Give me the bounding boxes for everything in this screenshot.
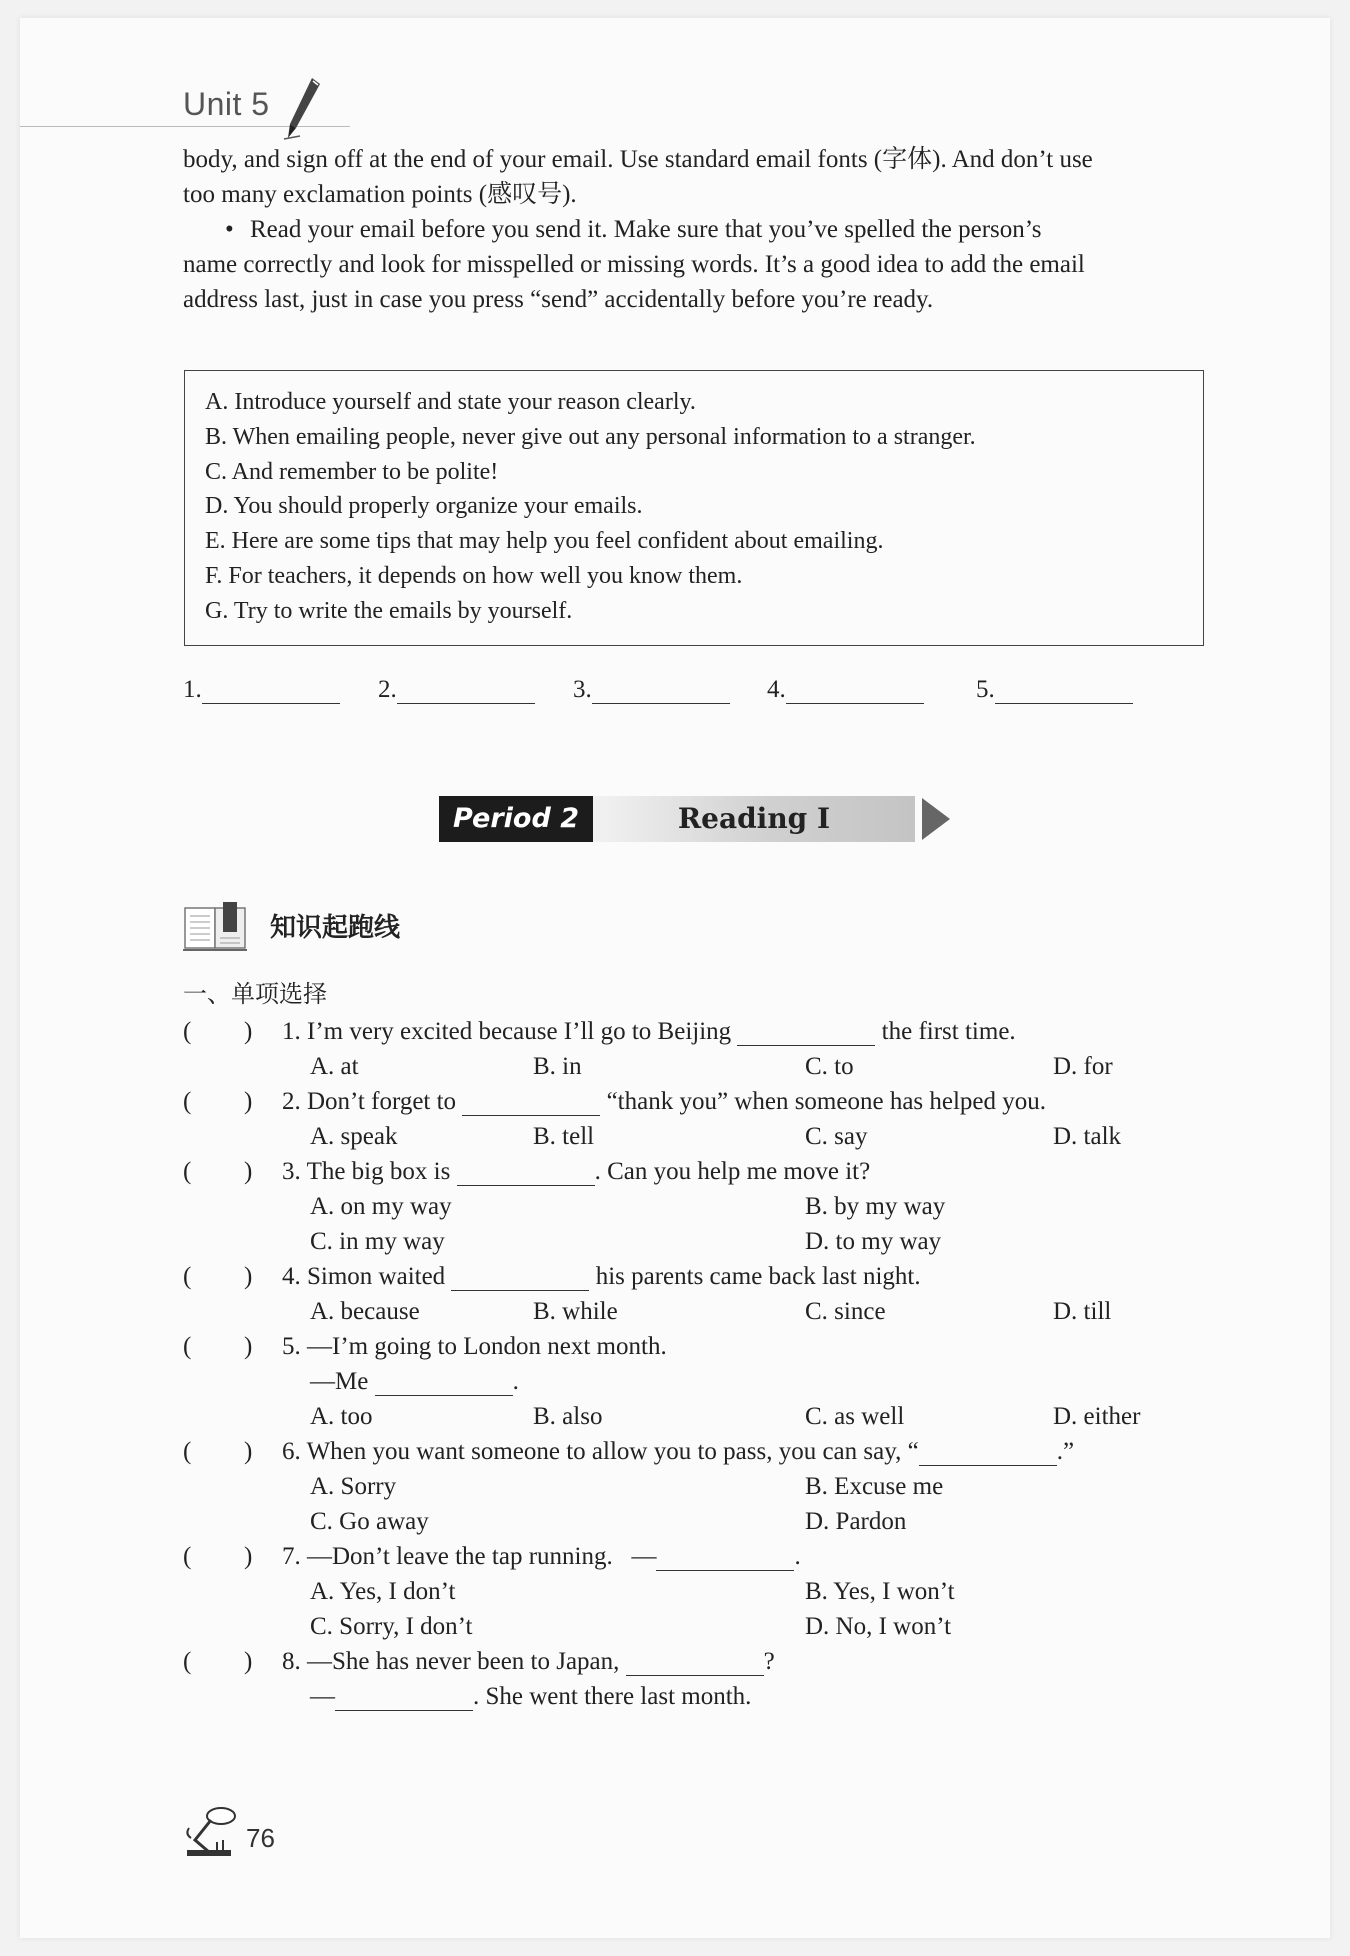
option: D. to my way bbox=[805, 1228, 942, 1255]
question-text: —She has never been to Japan, bbox=[307, 1648, 620, 1675]
option: C. Sorry, I don’t bbox=[310, 1613, 473, 1640]
answer-paren-close: ) bbox=[244, 1263, 253, 1290]
option: C. in my way bbox=[310, 1228, 445, 1255]
answer-paren-open: ( bbox=[183, 1648, 192, 1675]
question-text: Simon waited bbox=[307, 1263, 446, 1290]
question-text: —Me bbox=[310, 1368, 369, 1395]
question-4 bbox=[282, 1263, 921, 1291]
passage-line-1: body, and sign off at the end of your email. Use standard email fonts (字体). And don’t use bbox=[183, 146, 1093, 173]
question-text: — bbox=[310, 1683, 335, 1710]
question-text: —Don’t leave the tap running. bbox=[307, 1543, 613, 1570]
option-b: B. When emailing people, never give out any personal information to a stranger. bbox=[205, 424, 976, 450]
answer-blank-label: 4. bbox=[767, 676, 786, 703]
question-text: ? bbox=[763, 1648, 775, 1675]
answer-line[interactable] bbox=[202, 677, 340, 704]
answer-paren-close: ) bbox=[244, 1438, 253, 1465]
question-number: 7. bbox=[282, 1543, 301, 1570]
question-text: the first time. bbox=[881, 1018, 1016, 1045]
banner-title: Reading I bbox=[593, 796, 915, 842]
arrow-icon bbox=[922, 798, 950, 840]
answer-line[interactable] bbox=[656, 1544, 794, 1571]
unit-title: Unit 5 bbox=[183, 86, 270, 122]
question-text: The big box is bbox=[306, 1158, 451, 1185]
answer-line[interactable] bbox=[737, 1019, 875, 1046]
answer-paren-open: ( bbox=[183, 1543, 192, 1570]
question-5-reply bbox=[310, 1368, 519, 1396]
option: B. in bbox=[533, 1053, 582, 1080]
option: C. as well bbox=[805, 1403, 905, 1430]
option-a: A. Introduce yourself and state your reason clearly. bbox=[205, 389, 696, 415]
question-text: his parents came back last night. bbox=[595, 1263, 921, 1290]
answer-line[interactable] bbox=[786, 677, 924, 704]
question-2 bbox=[282, 1088, 1046, 1116]
answer-blank-2[interactable] bbox=[378, 676, 535, 704]
question-text: —I’m going to London next month. bbox=[307, 1333, 667, 1360]
question-text: . Can you help me move it? bbox=[594, 1158, 871, 1185]
passage-line-4: name correctly and look for misspelled or missing words. It’s a good idea to add the email bbox=[183, 251, 1085, 278]
question-number: 1. bbox=[282, 1018, 301, 1045]
answer-blank-4[interactable] bbox=[767, 676, 924, 704]
option-e: E. Here are some tips that may help you feel confident about emailing. bbox=[205, 528, 884, 554]
workbook-page bbox=[20, 18, 1330, 1938]
answer-paren-close: ) bbox=[244, 1088, 253, 1115]
option-f: F. For teachers, it depends on how well you know them. bbox=[205, 563, 743, 589]
question-text: . bbox=[794, 1543, 801, 1570]
option: A. speak bbox=[310, 1123, 398, 1150]
question-8-reply bbox=[310, 1683, 751, 1711]
option-d: D. You should properly organize your emails. bbox=[205, 493, 643, 519]
question-number: 2. bbox=[282, 1088, 301, 1115]
question-text: When you want someone to allow you to pass, you can say, “ bbox=[306, 1438, 919, 1465]
bullet-icon: • bbox=[225, 216, 234, 243]
section-subtitle: 一、单项选择 bbox=[183, 980, 327, 1008]
question-8 bbox=[282, 1648, 775, 1676]
passage-line-5: address last, just in case you press “send” accidentally before you’re ready. bbox=[183, 286, 934, 313]
option: A. Yes, I don’t bbox=[310, 1578, 456, 1605]
answer-blank-label: 1. bbox=[183, 676, 202, 703]
answer-blank-label: 3. bbox=[573, 676, 592, 703]
option: B. Excuse me bbox=[805, 1473, 944, 1500]
question-text: I’m very excited because I’ll go to Beijing bbox=[307, 1018, 732, 1045]
option: B. tell bbox=[533, 1123, 595, 1150]
options-box bbox=[184, 370, 1204, 646]
period-label: Period 2 bbox=[439, 796, 593, 842]
question-number: 3. bbox=[282, 1158, 301, 1185]
book-icon bbox=[183, 900, 253, 959]
question-3 bbox=[282, 1158, 870, 1186]
answer-blank-3[interactable] bbox=[573, 676, 730, 704]
answer-line[interactable] bbox=[451, 1264, 589, 1291]
option: D. for bbox=[1053, 1053, 1113, 1080]
answer-paren-open: ( bbox=[183, 1263, 192, 1290]
question-text: .” bbox=[1056, 1438, 1075, 1465]
option: D. either bbox=[1053, 1403, 1141, 1430]
question-number: 4. bbox=[282, 1263, 301, 1290]
option: B. by my way bbox=[805, 1193, 946, 1220]
question-5 bbox=[282, 1333, 667, 1361]
answer-line[interactable] bbox=[335, 1684, 473, 1711]
answer-line[interactable] bbox=[995, 677, 1133, 704]
option-g: G. Try to write the emails by yourself. bbox=[205, 598, 573, 624]
answer-line[interactable] bbox=[592, 677, 730, 704]
option: C. to bbox=[805, 1053, 854, 1080]
answer-blank-label: 2. bbox=[378, 676, 397, 703]
lamp-icon bbox=[183, 1806, 243, 1863]
question-text: . She went there last month. bbox=[473, 1683, 752, 1710]
passage-line-3: Read your email before you send it. Make sure that you’ve spelled the person’s bbox=[250, 216, 1042, 243]
question-text: — bbox=[631, 1543, 657, 1570]
answer-blank-1[interactable] bbox=[183, 676, 340, 704]
option: A. at bbox=[310, 1053, 359, 1080]
option: A. too bbox=[310, 1403, 373, 1430]
option: D. Pardon bbox=[805, 1508, 907, 1535]
answer-blank-label: 5. bbox=[976, 676, 995, 703]
option: C. Go away bbox=[310, 1508, 429, 1535]
answer-paren-close: ) bbox=[244, 1018, 253, 1045]
answer-paren-close: ) bbox=[244, 1543, 253, 1570]
answer-paren-open: ( bbox=[183, 1158, 192, 1185]
question-text: “thank you” when someone has helped you. bbox=[606, 1088, 1047, 1115]
option: A. Sorry bbox=[310, 1473, 397, 1500]
page-number: 76 bbox=[246, 1823, 275, 1853]
answer-line[interactable] bbox=[919, 1439, 1057, 1466]
answer-paren-open: ( bbox=[183, 1438, 192, 1465]
answer-line[interactable] bbox=[462, 1089, 600, 1116]
question-text: Don’t forget to bbox=[307, 1088, 457, 1115]
question-1 bbox=[282, 1018, 1016, 1046]
answer-paren-open: ( bbox=[183, 1333, 192, 1360]
answer-paren-close: ) bbox=[244, 1333, 253, 1360]
option: A. because bbox=[310, 1298, 420, 1325]
answer-line[interactable] bbox=[375, 1369, 513, 1396]
section-title: 知识起跑线 bbox=[270, 913, 401, 943]
option: D. till bbox=[1053, 1298, 1112, 1325]
answer-blank-5[interactable] bbox=[976, 676, 1133, 704]
question-6 bbox=[282, 1438, 1074, 1466]
option: C. since bbox=[805, 1298, 886, 1325]
question-number: 6. bbox=[282, 1438, 301, 1465]
question-number: 5. bbox=[282, 1333, 301, 1360]
answer-line[interactable] bbox=[626, 1649, 764, 1676]
option: D. talk bbox=[1053, 1123, 1122, 1150]
passage-line-2: too many exclamation points (感叹号). bbox=[183, 181, 577, 208]
option: D. No, I won’t bbox=[805, 1613, 952, 1640]
option: A. on my way bbox=[310, 1193, 452, 1220]
option: B. also bbox=[533, 1403, 603, 1430]
question-text: . bbox=[512, 1368, 519, 1395]
answer-paren-close: ) bbox=[244, 1648, 253, 1675]
answer-paren-open: ( bbox=[183, 1018, 192, 1045]
pen-icon bbox=[282, 76, 322, 145]
answer-paren-close: ) bbox=[244, 1158, 253, 1185]
option: B. Yes, I won’t bbox=[805, 1578, 955, 1605]
answer-paren-open: ( bbox=[183, 1088, 192, 1115]
answer-line[interactable] bbox=[397, 677, 535, 704]
option-c: C. And remember to be polite! bbox=[205, 459, 499, 485]
question-7 bbox=[282, 1543, 801, 1571]
question-number: 8. bbox=[282, 1648, 301, 1675]
option: C. say bbox=[805, 1123, 868, 1150]
option: B. while bbox=[533, 1298, 618, 1325]
answer-line[interactable] bbox=[457, 1159, 595, 1186]
